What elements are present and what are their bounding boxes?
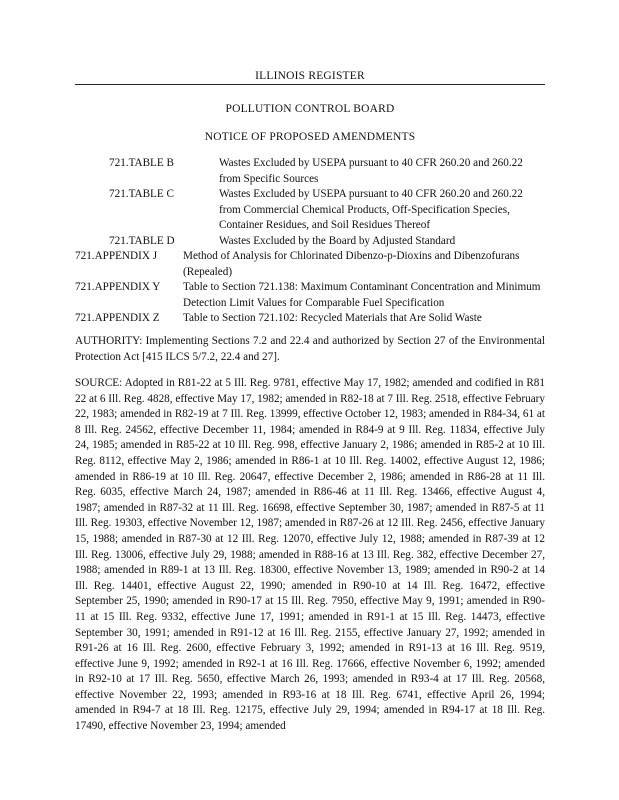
toc-entry-title: Wastes Excluded by USEPA pursuant to 40 CFR 260.20 and 260.22 from Specific Sources bbox=[219, 157, 523, 185]
toc-entry-number: 721.APPENDIX Z bbox=[75, 312, 160, 324]
notice-title: NOTICE OF PROPOSED AMENDMENTS bbox=[204, 131, 416, 143]
toc-entry-number: 721.TABLE D bbox=[109, 234, 175, 247]
toc-entry-number: 721.TABLE C bbox=[109, 188, 174, 200]
table-of-contents bbox=[75, 156, 545, 327]
toc-entry-number: 721.TABLE B bbox=[109, 157, 174, 169]
toc-entry-title: Table to Section 721.138: Maximum Contaminant Concentration and Minimum Detection Limit Values for Comparable Fuel Specification bbox=[183, 281, 541, 309]
toc-entry-title: Wastes Excluded by USEPA pursuant to 40 CFR 260.20 and 260.22 from Commercial Chemical Products, Off-Specification Species, Container Residues, and Soil Residues Thereof bbox=[219, 188, 523, 231]
toc-entry bbox=[75, 187, 545, 234]
toc-entry-title: Method of Analysis for Chlorinated Dibenzo-p-Dioxins and Dibenzofurans (Repealed) bbox=[183, 250, 520, 278]
toc-entry-number: 721.APPENDIX Y bbox=[75, 281, 161, 293]
toc-entry bbox=[75, 156, 545, 187]
toc-entry bbox=[75, 234, 545, 250]
toc-entry bbox=[75, 311, 545, 327]
board-name: POLLUTION CONTROL BOARD bbox=[225, 103, 395, 115]
toc-entry-title: Table to Section 721.102: Recycled Materials that Are Solid Waste bbox=[183, 312, 482, 324]
toc-entry-title: Wastes Excluded by the Board by Adjusted Standard bbox=[219, 234, 456, 247]
authority-paragraph: AUTHORITY: Implementing Sections 7.2 and 22.4 and authorized by Section 27 of the Environmental Protection Act [415 ILCS 5/7.2, 22.4 and 27]. bbox=[75, 335, 545, 363]
source-paragraph: SOURCE: Adopted in R81-22 at 5 Ill. Reg. 9781, effective May 17, 1982; amended and codified in R81 22 at 6 Ill. Reg. 4828, effective May 17, 1982; amended in R82-18 at 7 Ill. Reg. 2518, effective February 22, 1983; amended in R82-19 at 7 Ill. Reg. 13999, effective October 12, 1983; amended in R84-34, 61 at 8 Ill. Reg. 24562, effective December 11, 1984; amended in R84-9 at 9 Ill. Reg. 11834, effective July 24, 1985; amended in R85-22 at 10 Ill. Reg. 998, effective January 2, 1986; amended in R85-2 at 10 Ill. Reg. 8112, effective May 2, 1986; amended in R86-1 at 10 Ill. Reg. 14002, effective August 12, 1986; amended in R86-19 at 10 Ill. Reg. 20647, effective December 2, 1986; amended in R86-28 at 11 Ill. Reg. 6035, effective March 24, 1987; amended in R86-46 at 11 Ill. Reg. 13466, effective August 4, 1987; amended in R87-32 at 11 Ill. Reg. 16698, effective September 30, 1987; amended in R87-5 at 11 Ill. Reg. 19303, effective November 12, 1987; amended in R87-26 at 12 Ill. Reg. 2456, effective January 15, 1988; amended in R87-30 at 12 Ill. Reg. 12070, effective July 12, 1988; amended in R87-39 at 12 Ill. Reg. 13006, effective July 29, 1988; amended in R88-16 at 13 Ill. Reg. 382, effective December 27, 1988; amended in R89-1 at 13 Ill. Reg. 18300, effective November 13, 1989; amended in R90-2 at 14 Ill. Reg. 14401, effective August 22, 1990; amended in R90-10 at 14 Ill. Reg. 16472, effective September 25, 1990; amended in R90-17 at 15 Ill. Reg. 7950, effective May 9, 1991; amended in R90-11 at 15 Ill. Reg. 9332, effective June 17, 1991; amended in R91-1 at 15 Ill. Reg. 14473, effective September 30, 1991; amended in R91-12 at 16 Ill. Reg. 2155, effective January 27, 1992; amended in R91-26 at 16 Ill. Reg. 2600, effective February 3, 1992; amended in R91-13 at 16 Ill. Reg. 9519, effective June 9, 1992; amended in R92-1 at 16 Ill. Reg. 17666, effective November 6, 1992; amended in R92-10 at 17 Ill. Reg. 5650, effective March 26, 1993; amended in R93-4 at 17 Ill. Reg. 20568, effective November 22, 1993; amended in R93-16 at 18 Ill. Reg. 6741, effective April 26, 1994; amended in R94-7 at 18 Ill. Reg. 12175, effective July 29, 1994; amended in R94-17 at 18 Ill. Reg. 17490, effective November 23, 1994; amended bbox=[75, 377, 545, 733]
header-rule bbox=[75, 84, 545, 85]
register-header: ILLINOIS REGISTER bbox=[255, 70, 365, 82]
toc-entry bbox=[75, 249, 545, 280]
toc-entry-number: 721.APPENDIX J bbox=[75, 250, 158, 262]
toc-entry bbox=[75, 280, 545, 311]
